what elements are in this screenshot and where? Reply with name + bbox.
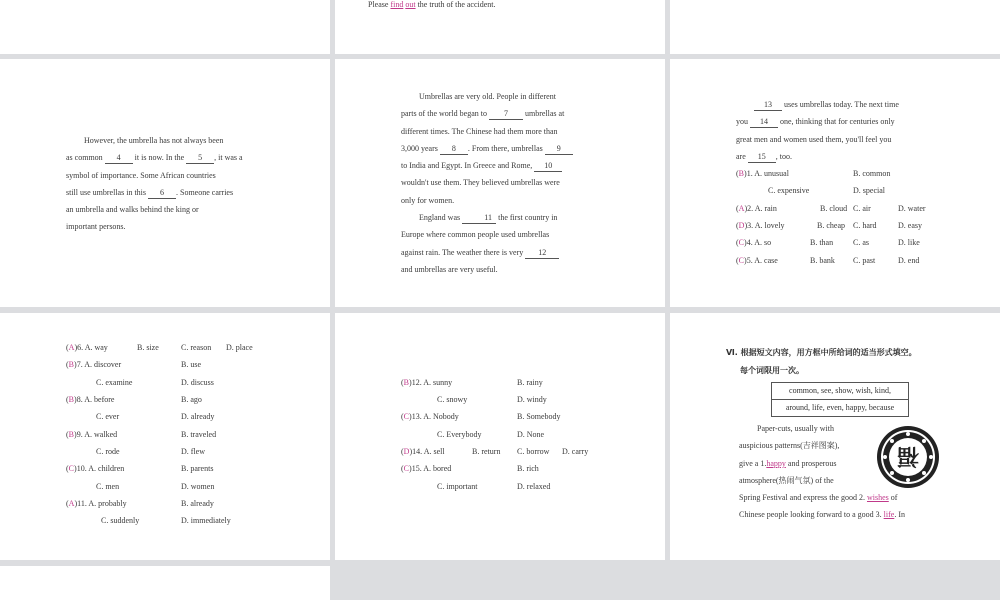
passage-3: 13 uses umbrellas today. The next time you 14 one, thinking that for centuries only great men and women used them, you'll feel you are 15 , too. — [736, 100, 899, 161]
blank-8: 8 — [440, 143, 468, 155]
blank-4: 4 — [105, 152, 133, 164]
choice-row-13: (C)13. A. Nobody — [401, 412, 459, 421]
section-6-passage-bottom: Spring Festival and express the good 2. wishes of Chinese people looking forward to a good 3. life. In — [739, 493, 905, 520]
choice-row-15: (C)15. A. bored — [401, 464, 452, 473]
passage-1: However, the umbrella has not always been as common 4 it is now. In the 5 , it was a symbol of importance. Some African countries still use umbrellas in this 6 . Someone carries an umbrella and walks behind the king or important persons. — [66, 136, 243, 232]
choice-row-11: (A)11. A. probably — [66, 499, 127, 508]
page-card-choices-6-11: (A)6. A. way B. size C. reason D. place (B)7. A. discover B. use C. examine D. discuss (B)8. A. before B. ago C. ever D. already (B)9. A. walked B. traveled C. rode D. flew (C)10. A. children B. parents C. men D. women (A)11. A. probably B. already C. suddenly D. immediately — [0, 313, 330, 560]
page-card-passage-1 — [0, 59, 330, 307]
choice-row-14: (D)14. A. sell — [401, 447, 445, 456]
papercut-image — [875, 424, 941, 490]
section-6-heading: Ⅵ. 根据短文内容，用方框中所给词的适当形式填空。 — [726, 348, 917, 357]
choice-row-1: (B)1. A. unusual — [736, 169, 789, 178]
choice-row-6: (A)6. A. way — [66, 343, 108, 352]
blank-7: 7 — [489, 108, 523, 120]
choice-row-12: (B)12. A. sunny — [401, 378, 453, 387]
page-card-passage-2 — [335, 59, 665, 307]
papercut-character: 福 — [896, 443, 920, 468]
passage-2: Umbrellas are very old. People in different parts of the world began to 7 umbrellas at different times. The Chinese had them more than 3,000 years 8 . From there, umbrellas 9 to India and Egypt. In Greece and Rome, 10 wouldn't use them. They believed umbrellas were only for women. England was 11 the first country in Europe where common people used umbrellas against rain. The weather there is very 12 and umbrellas are very useful. — [401, 88, 602, 278]
choice-row-4: (C)4. A. so — [736, 238, 772, 247]
choice-row-5: (C)5. A. case — [736, 256, 778, 265]
blank-9: 9 — [545, 143, 573, 155]
page-card-choices-12-15: (B)12. A. sunny B. rainy C. snowy D. windy (C)13. A. Nobody B. Somebody C. Everybody D. None (D)14. A. sell B. return C. borrow D. carry (C)15. A. bored B. rich C. important D. relaxed — [335, 313, 665, 560]
page-card-passage-3: 13 uses umbrellas today. The next time you 14 one, thinking that for centuries only great men and women used them, you'll feel you are 15 , too. (B)1. A. unusual B. common C. expensive D. special (A)2. A. rain B. cloud C. air D. water (D)3. A. lovely B. cheap C. hard D. easy (C)4. A. so B. than C. as D. like (C)5. A. case B. bank C. past D. end — [670, 59, 1000, 307]
choice-row-10: (C)10. A. children — [66, 464, 125, 473]
choice-row-9: (B)9. A. walked — [66, 430, 118, 439]
top-strip-text: Please find out the truth of the accident. — [368, 0, 496, 9]
blank-10: 10 — [534, 160, 562, 172]
blank-13: 13 — [754, 99, 782, 111]
choice-row-8: (B)8. A. before — [66, 395, 115, 404]
choice-row-3: (D)3. A. lovely — [736, 221, 785, 230]
blank-12: 12 — [525, 247, 559, 259]
page-card-top-right — [670, 0, 1000, 54]
page-card-top-left — [0, 0, 330, 54]
answer-out: out — [405, 0, 416, 9]
answer-find: find — [390, 0, 404, 9]
choice-row-7: (B)7. A. discover — [66, 360, 122, 369]
blank-5: 5 — [186, 152, 214, 164]
blank-6: 6 — [148, 187, 176, 199]
page-card-bottom-left — [0, 566, 330, 600]
word-box: common, see, show, wish, kind, around, life, even, happy, because — [771, 382, 909, 417]
papercut-emblem-icon — [875, 424, 941, 490]
answer-1: happy — [766, 458, 786, 468]
blank-14: 14 — [750, 116, 778, 128]
choice-row-2: (A)2. A. rain — [736, 204, 777, 213]
blank-11: 11 — [462, 212, 496, 224]
page-card-top-middle — [335, 0, 665, 54]
section-6-passage-top: Paper-cuts, usually with auspicious patterns(吉祥图案), give a 1.happy and prosperous atmosphere(热闹气氛) of the — [739, 424, 840, 485]
answer-2: wishes — [866, 493, 889, 502]
answer-3: life — [883, 510, 895, 520]
blank-15: 15 — [748, 151, 776, 163]
section-6-subheading: 每个词限用一次。 — [740, 366, 804, 375]
page-card-section-6 — [670, 313, 1000, 560]
